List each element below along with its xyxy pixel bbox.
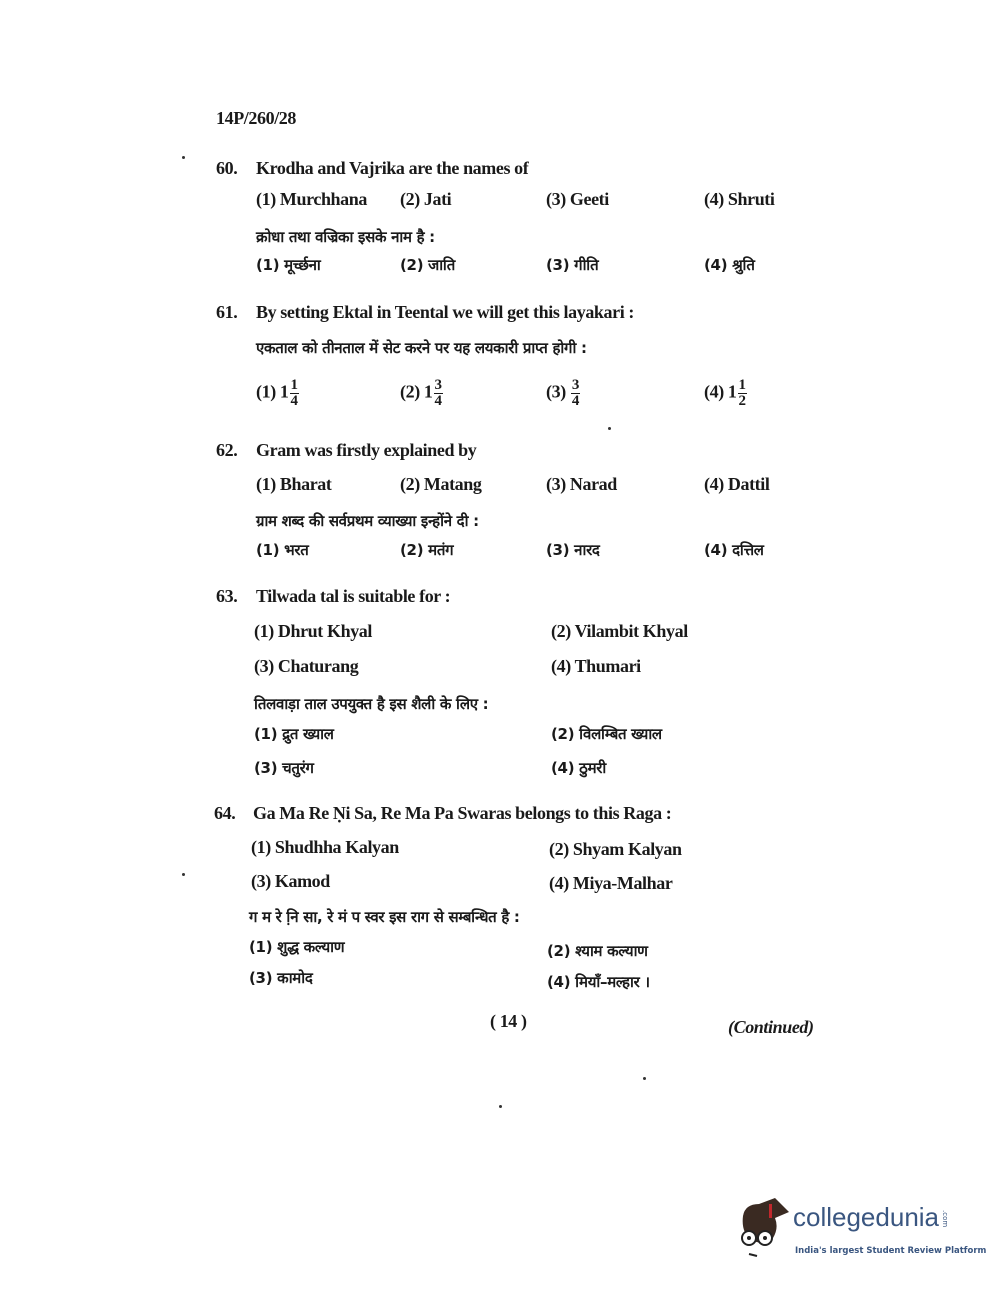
option-4: (4) Dattil bbox=[704, 474, 770, 494]
option-2-hindi: (2) जाति bbox=[400, 256, 456, 274]
scan-speck bbox=[643, 1077, 646, 1080]
continued-label: (Continued) bbox=[728, 1017, 814, 1037]
option-4-hindi: (4) मियाँ–मल्हार । bbox=[547, 973, 650, 991]
brand-row bbox=[793, 1202, 949, 1232]
fraction bbox=[738, 378, 747, 409]
numerator: 3 bbox=[571, 377, 580, 393]
option-3-hindi: (3) कामोद bbox=[249, 969, 313, 987]
student-mascot-icon bbox=[735, 1198, 793, 1260]
option-label: (1) bbox=[256, 381, 276, 402]
denominator: 2 bbox=[738, 393, 746, 409]
option-1: (1) Dhrut Khyal bbox=[254, 621, 373, 641]
option-1-hindi: (1) शुद्ध कल्याण bbox=[249, 938, 345, 956]
option-3 bbox=[546, 378, 580, 409]
option-3-hindi: (3) चतुरंग bbox=[254, 759, 314, 777]
option-3-hindi: (3) गीति bbox=[546, 256, 599, 274]
option-1-hindi: (1) द्रुत ख्याल bbox=[254, 725, 334, 743]
whole-part: 1 bbox=[423, 381, 433, 402]
denominator: 4 bbox=[290, 393, 298, 409]
brand-tagline: India's largest Student Review Platform bbox=[795, 1246, 987, 1256]
option-3: (3) Chaturang bbox=[254, 656, 359, 676]
denominator: 4 bbox=[434, 393, 442, 409]
collegedunia-watermark bbox=[735, 1198, 987, 1268]
question-number: 63. bbox=[216, 586, 238, 606]
option-1-hindi: (1) भरत bbox=[256, 541, 309, 559]
option-1: (1) Shudhha Kalyan bbox=[251, 837, 399, 857]
numerator: 1 bbox=[290, 377, 298, 393]
option-2: (2) Jati bbox=[400, 189, 452, 209]
question-text-hindi: ग्राम शब्द की सर्वप्रथम व्याख्या इन्होंने दी : bbox=[256, 512, 479, 530]
option-1: (1) Bharat bbox=[256, 474, 332, 494]
option-1 bbox=[256, 378, 299, 409]
question-text-hindi: तिलवाड़ा ताल उपयुक्त है इस शैली के लिए : bbox=[254, 695, 489, 713]
question-text: Gram was firstly explained by bbox=[256, 440, 477, 460]
question-number: 62. bbox=[216, 440, 238, 460]
page-header-code: 14P/260/28 bbox=[216, 108, 296, 128]
option-2 bbox=[400, 378, 443, 409]
question-text-hindi: क्रोधा तथा वज्रिका इसके नाम है : bbox=[256, 228, 435, 246]
question-text: By setting Ektal in Teental we will get this layakari : bbox=[256, 302, 635, 322]
numerator: 3 bbox=[434, 377, 442, 393]
brand-name: collegedunia bbox=[793, 1202, 940, 1232]
option-4: (4) Thumari bbox=[551, 656, 641, 676]
option-4: (4) Miya-Malhar bbox=[549, 873, 673, 893]
question-text: Krodha and Vajrika are the names of bbox=[256, 158, 529, 178]
option-label: (2) bbox=[400, 381, 420, 402]
option-3: (3) Geeti bbox=[546, 189, 609, 209]
scan-speck bbox=[499, 1105, 502, 1108]
question-number: 61. bbox=[216, 302, 238, 322]
scan-speck bbox=[182, 873, 185, 876]
whole-part: 1 bbox=[727, 381, 737, 402]
option-2-hindi: (2) विलम्बित ख्याल bbox=[551, 725, 662, 743]
option-label: (3) bbox=[546, 381, 566, 402]
question-text: Ga Ma Re Ṇi Sa, Re Ma Pa Swaras belongs to this Raga : bbox=[253, 803, 672, 823]
option-3: (3) Kamod bbox=[251, 871, 330, 891]
option-4: (4) Shruti bbox=[704, 189, 775, 209]
option-2: (2) Shyam Kalyan bbox=[549, 839, 682, 859]
option-2-hindi: (2) श्याम कल्याण bbox=[547, 942, 648, 960]
page-number: ( 14 ) bbox=[490, 1011, 527, 1031]
option-2: (2) Matang bbox=[400, 474, 482, 494]
option-3-hindi: (3) नारद bbox=[546, 541, 600, 559]
option-4-hindi: (4) श्रुति bbox=[704, 256, 755, 274]
brand-dotcom: .com bbox=[941, 1210, 950, 1228]
question-number: 64. bbox=[214, 803, 236, 823]
question-number: 60. bbox=[216, 158, 238, 178]
question-text-hindi: ग म रे नि़ सा, रे मं प स्वर इस राग से सम्बन्धित है : bbox=[249, 908, 520, 926]
fraction bbox=[434, 378, 443, 409]
option-2-hindi: (2) मतंग bbox=[400, 541, 454, 559]
whole-part: 1 bbox=[279, 381, 289, 402]
option-label: (4) bbox=[704, 381, 724, 402]
option-3: (3) Narad bbox=[546, 474, 617, 494]
question-text-hindi: एकताल को तीनताल में सेट करने पर यह लयकारी प्राप्त होगी : bbox=[256, 339, 587, 357]
option-1: (1) Murchhana bbox=[256, 189, 367, 209]
option-4 bbox=[704, 378, 747, 409]
question-text: Tilwada tal is suitable for : bbox=[256, 586, 451, 606]
option-2: (2) Vilambit Khyal bbox=[551, 621, 688, 641]
scan-speck bbox=[182, 156, 185, 159]
option-4-hindi: (4) ठुमरी bbox=[551, 759, 606, 777]
fraction bbox=[290, 378, 299, 409]
option-4-hindi: (4) दत्तिल bbox=[704, 541, 764, 559]
fraction bbox=[571, 378, 580, 409]
option-1-hindi: (1) मूर्च्छना bbox=[256, 256, 321, 274]
denominator: 4 bbox=[571, 393, 580, 409]
scan-speck bbox=[608, 427, 611, 430]
numerator: 1 bbox=[738, 377, 746, 393]
